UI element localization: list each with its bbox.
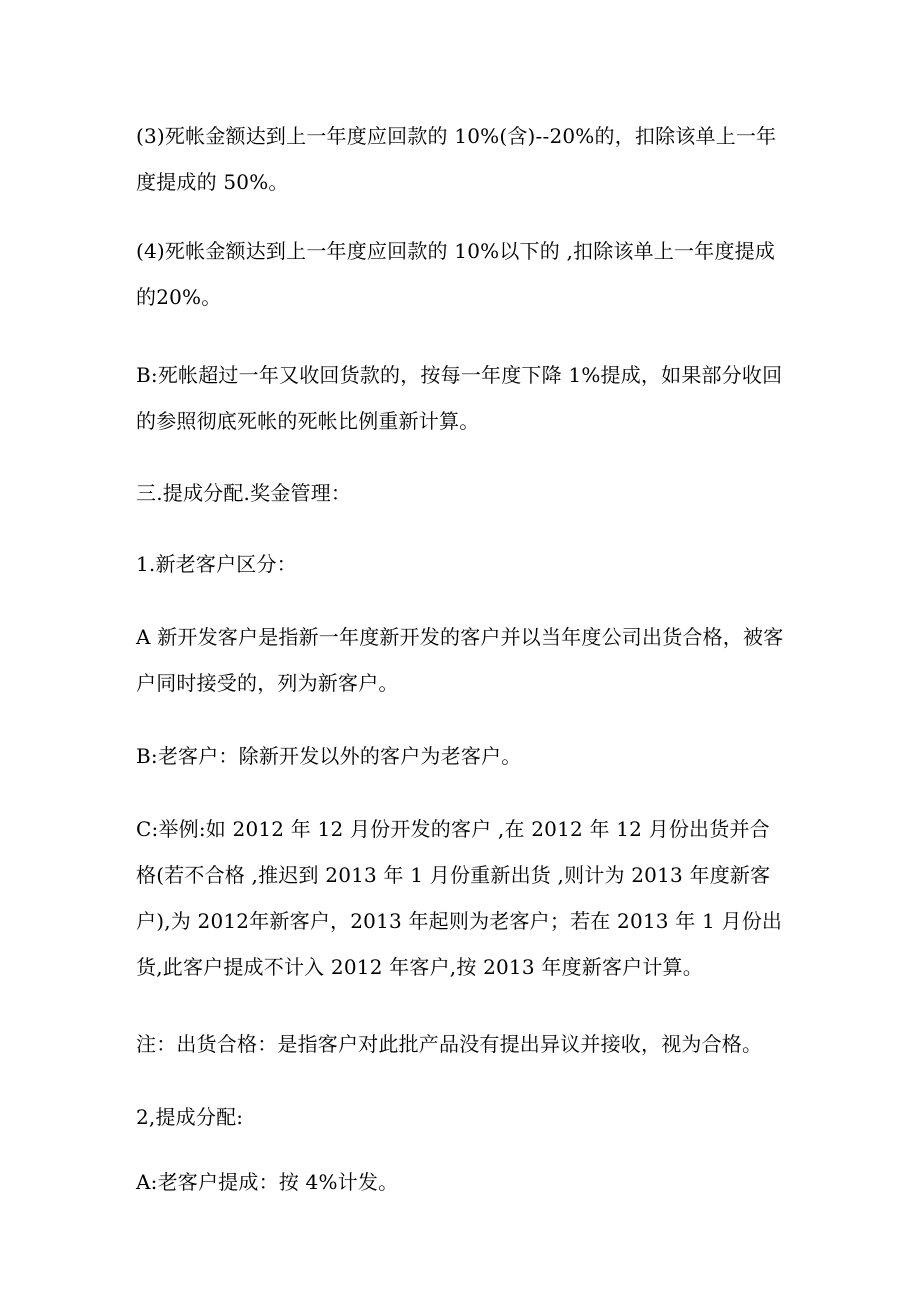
- paragraph-customer-example: C:举例:如 2012 年 12 月份开发的客户 ,在 2012 年 12 月份出货并合格(若不合格 ,推迟到 2013 年 1 月份重新出货 ,则计为 2013 年度新客户),为 2012年新客户，2013 年起则为老客户；若在 2013 年 1 月份出货,此客户提成不计入 2012 年客户,按 2013 年度新客户计算。: [136, 817, 783, 979]
- paragraph-qualified-shipment-note: 注：出货合格：是指客户对此批产品没有提出异议并接收，视为合格。: [136, 1032, 763, 1056]
- paragraph-dead-account-rule-4: (4)死帐金额达到上一年度应回款的 10%以下的 ,扣除该单上一年度提成的20%。: [136, 239, 776, 309]
- paragraph-recovered-payment-rule: B:死帐超过一年又收回货款的，按每一年度下降 1%提成，如果部分收回的参照彻底死帐的死帐比例重新计算。: [136, 363, 783, 433]
- paragraph-old-customer-commission: A:老客户提成：按 4%计发。: [136, 1170, 399, 1194]
- paragraph-old-customer-definition: B:老客户：除新开发以外的客户为老客户。: [136, 744, 522, 768]
- paragraph-new-customer-definition: A 新开发客户是指新一年度新开发的客户并以当年度公司出货合格，被客户同时接受的，列为新客户。: [136, 625, 784, 695]
- subheading-commission-allocation: 2,提成分配:: [136, 1105, 244, 1129]
- subheading-customer-classification: 1.新老客户区分：: [136, 552, 297, 576]
- section-heading-commission-allocation: 三.提成分配.奖金管理：: [136, 481, 352, 505]
- paragraph-dead-account-rule-3: (3)死帐金额达到上一年度应回款的 10%(含)--20%的，扣除该单上一年度提成的 50%。: [136, 124, 777, 194]
